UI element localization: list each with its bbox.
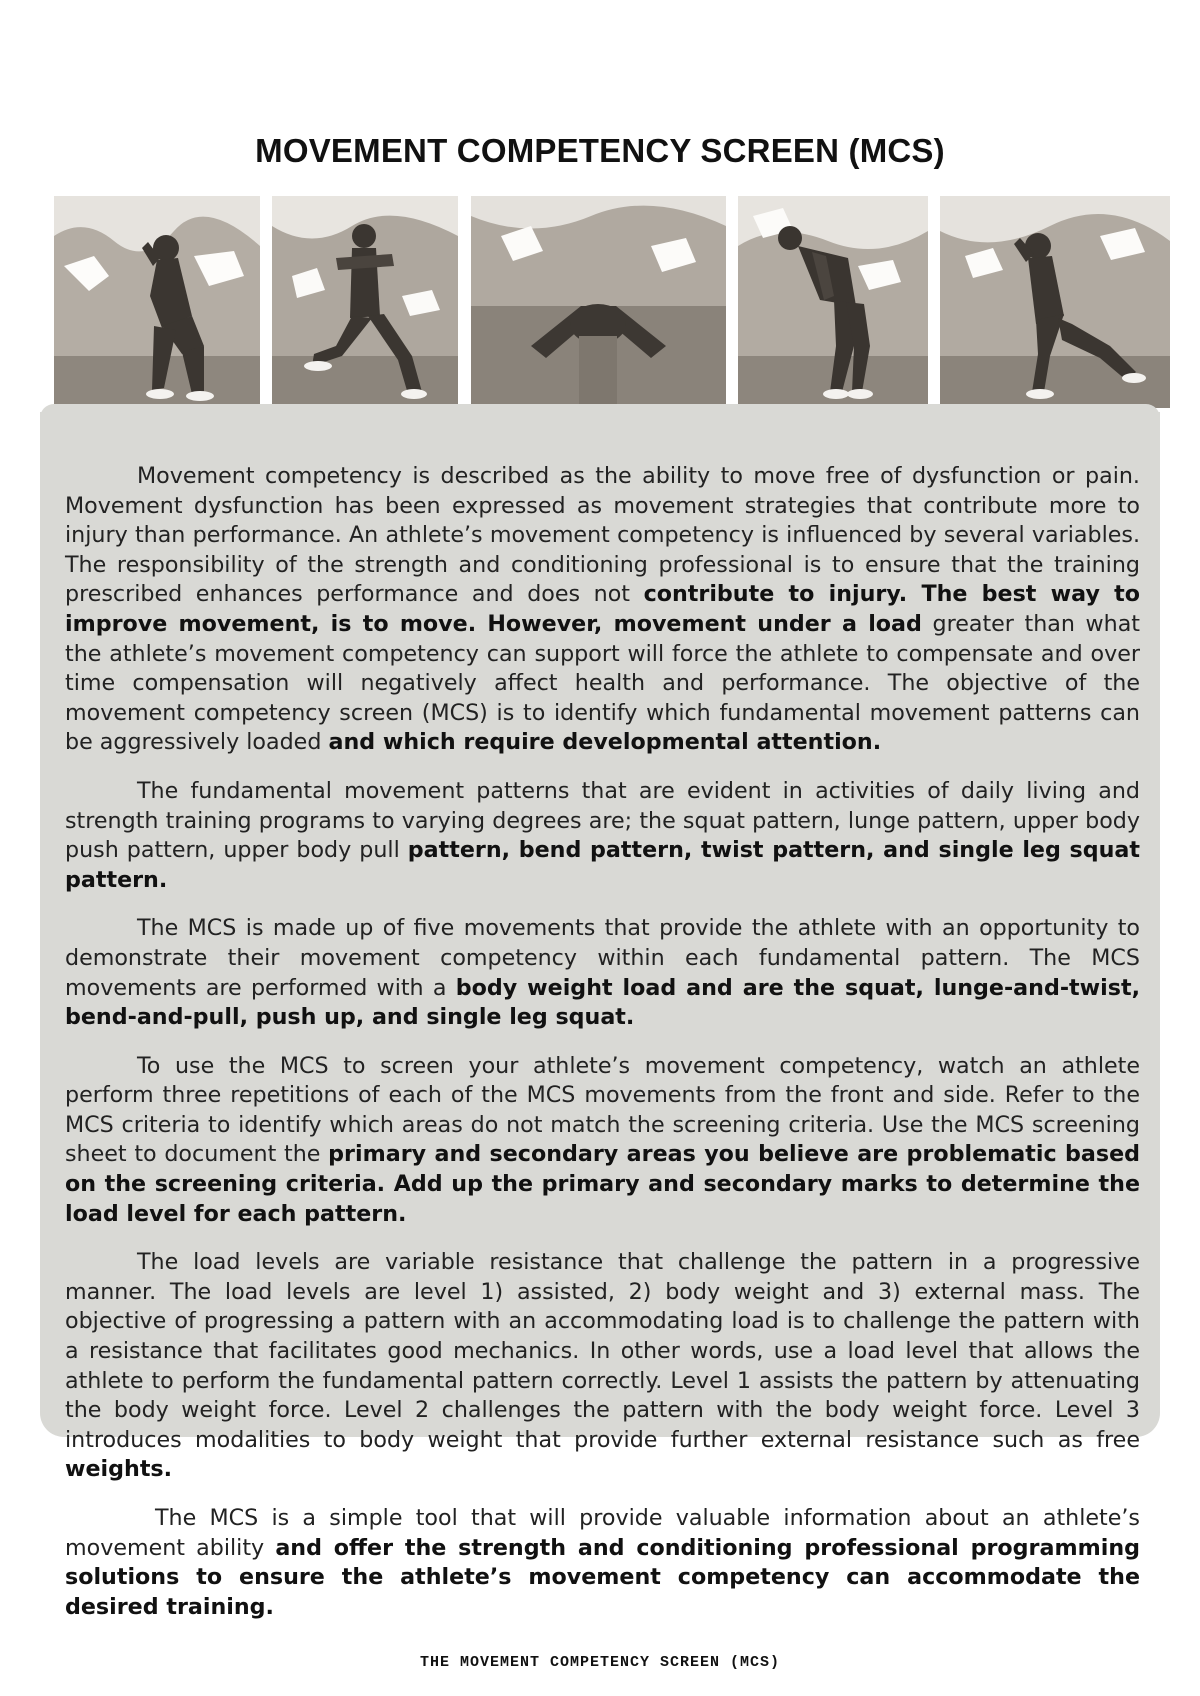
text-run-bold: pattern, bend pattern, twist pattern, and single leg squat pattern. [65,837,1140,893]
text-run: greater than what the athlete’s movement competency can support will force the athlete to compensate and over time compensation will negatively affect health and performance. The objective of the movement competency screen (MCS) is to identify which fundamental movement patterns can be aggressively loaded [65,610,1140,756]
photo-push-up [471,196,726,408]
paragraph-2 [65,777,1140,895]
text-run-bold: weights. [65,1456,173,1483]
text-run: The fundamental movement patterns that are evident in activities of daily living and strength training programs to varying degrees are; the squat pattern, lunge pattern, upper body push pattern, upper body pull [65,777,1140,864]
page-footer: THE MOVEMENT COMPETENCY SCREEN (MCS) [419,1654,781,1671]
text-run-bold: and which require developmental attention. [328,729,882,756]
text-run: Movement competency is described as the ability to move free of dysfunction or pain. Movement dysfunction has been expressed as movement strategies that contribute more to injury than performance. An athlete’s movement competency is influenced by several variables. The responsibility of the strength and conditioning professional is to ensure that the training prescribed enhances performance and does not [65,463,1140,608]
text-run-bold: and offer the strength and conditioning professional programming solutions to ensure the athlete’s movement competency can accommodate the desired training. [65,1534,1140,1620]
paragraph-1 [65,462,1140,758]
photo-single-leg-squat [940,196,1170,408]
text-run-bold: contribute to injury. The best way to improve movement, is to move. However, movement under a load [65,581,1141,637]
text-run-bold: body weight load and are the squat, lunge-and-twist, bend-and-pull, push up, and single leg squat. [65,974,1140,1031]
paragraph-4 [65,1052,1140,1230]
paragraph-5 [65,1248,1140,1485]
text-run: To use the MCS to screen your athlete’s movement competency, watch an athlete perform three repetitions of each of the MCS movements from the front and side. Refer to the MCS criteria to identify which areas do not match the screening criteria. Use the MCS screening sheet to document the [65,1052,1140,1168]
photo-bend-and-pull [738,196,928,408]
text-run: The load levels are variable resistance that challenge the pattern in a progressive manner. The load levels are level 1) assisted, 2) body weight and 3) external mass. The objective of progressing a pattern with an accommodating load is to challenge the pattern with a resistance that facilitates good mechanics. In other words, use a load level that allows the athlete to perform the fundamental pattern correctly. Level 1 assists the pattern by attenuating the body weight force. Level 2 challenges the pattern with the body weight force. Level 3 introduces modalities to body weight that provide further external resistance such as free [65,1249,1140,1453]
text-run: The MCS is a simple tool that will provide valuable information about an athlete’s movement ability [65,1505,1140,1561]
page-title: MOVEMENT COMPETENCY SCREEN (MCS) [255,132,945,169]
paragraph-3 [65,914,1140,1032]
photo-squat [54,196,260,408]
text-run: The MCS is made up of five movements that provide the athlete with an opportunity to demonstrate their movement competency within each fundamental pattern. The MCS movements are performed with a [65,915,1140,1001]
photo-lunge-and-twist [272,196,458,408]
body-text [65,462,1140,1641]
paragraph-6 [65,1504,1140,1622]
text-run-bold: primary and secondary areas you believe are problematic based on the screening criteria. Add up the primary and secondary marks to determine the load level for each pattern. [65,1141,1140,1227]
